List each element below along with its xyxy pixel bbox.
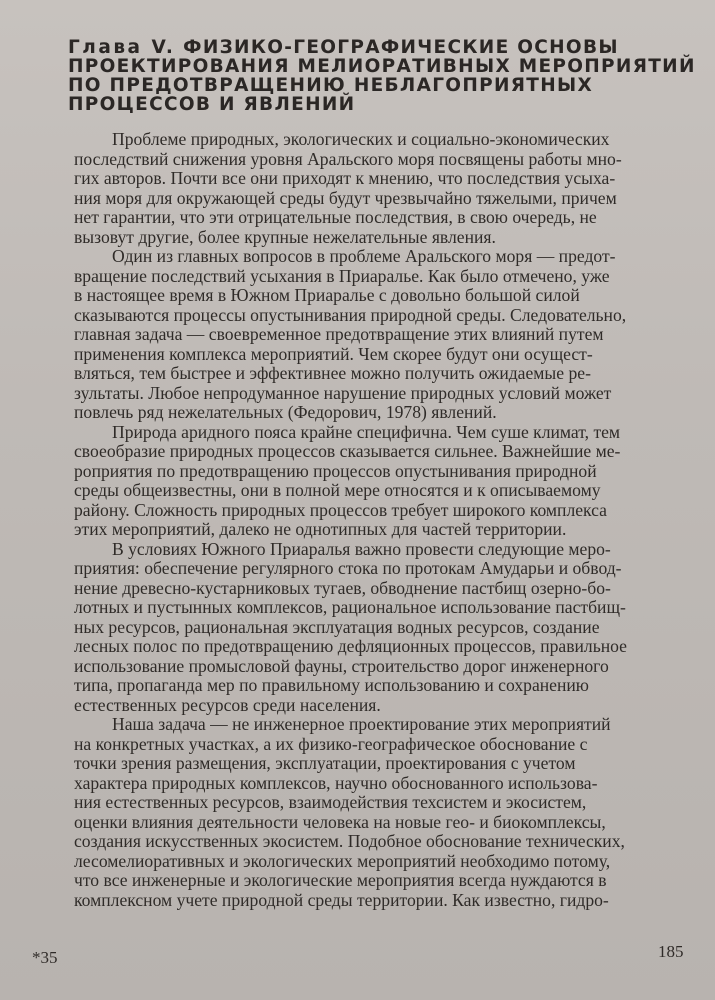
- text-line: своеобразие природных процессов сказывается сильнее. Важнейшие ме-: [74, 441, 621, 461]
- paragraph: [74, 247, 698, 423]
- text-line: среды общеизвестны, они в полной мере относятся и к описываемому: [74, 480, 601, 500]
- chapter-heading: [68, 37, 696, 115]
- paragraph: [74, 423, 698, 540]
- text-line: на конкретных участках, а их физико-географическое обоснование с: [74, 733, 588, 754]
- text-line: нет гарантии, что эти отрицательные последствия, в свою очередь, не: [74, 207, 597, 227]
- text-line: лесных полос по предотвращению дефляционных процессов, правильное: [74, 636, 627, 656]
- text-line: последствий снижения уровня Аральского моря посвящены работы мно-: [74, 148, 622, 169]
- text-line: ния естественных ресурсов, взаимодействия техсистем и экосистем,: [74, 792, 587, 812]
- text-line: вызовут другие, более крупные нежелательные явления.: [74, 226, 496, 247]
- text-line: лесомелиоративных и экологических мероприятий необходимо потому,: [74, 850, 611, 871]
- chapter-title-line-3: ПО ПРЕДОТВРАЩЕНИЮ НЕБЛАГОПРИЯТНЫХ: [68, 75, 594, 96]
- paragraph: [74, 715, 698, 910]
- text-line: вляться, тем быстрее и эффективнее можно получить ожидаемые ре-: [74, 363, 591, 383]
- text-line: нение древесно-кустарниковых тугаев, обводнение пастбищ озерно-бо-: [74, 577, 611, 598]
- text-line: зультаты. Любое непродуманное нарушение природных условий может: [74, 382, 612, 403]
- text-line: этих мероприятий, далеко не однотипных для частей территории.: [74, 519, 567, 539]
- body-text: [74, 130, 698, 910]
- text-line: типа, пропаганда мер по правильному использованию и сохранению: [74, 675, 589, 695]
- paragraph: [74, 540, 698, 716]
- text-line: использование промысловой фауны, строительство дорог инженерного: [74, 655, 609, 676]
- text-line: естественных ресурсов среди населения.: [74, 694, 381, 715]
- text-line: главная задача — своевременное предотвращение этих влияний путем: [74, 324, 604, 344]
- text-line: сказываются процессы опустынивания природной среды. Следовательно,: [74, 304, 627, 325]
- text-line: комплексном учете природной среды территории. Как известно, гидро-: [74, 889, 609, 910]
- text-line: В условиях Южного Приаралья важно провести следующие меро-: [112, 538, 611, 559]
- text-line: повлечь ряд нежелательных (Федорович, 1978) явлений.: [74, 402, 497, 422]
- printer-signature: *35: [32, 948, 58, 967]
- text-line: в настоящее время в Южном Приаралье с довольно большой силой: [74, 285, 580, 305]
- text-line: Наша задача — не инженерное проектирование этих мероприятий: [112, 714, 611, 734]
- text-line: роприятия по предотвращению процессов опустынивания природной: [74, 460, 597, 481]
- text-line: Природа аридного пояса крайне специфична. Чем суше климат, тем: [112, 421, 621, 442]
- text-line: вращение последствий усыхания в Приаралье. Как было отмечено, уже: [74, 265, 610, 286]
- chapter-number: Глава V.: [68, 37, 176, 58]
- text-line: Проблеме природных, экологических и социально-экономических: [112, 129, 610, 149]
- text-line: лотных и пустынных комплексов, рациональное использование пастбищ-: [74, 597, 626, 617]
- text-line: оценки влияния деятельности человека на новые гео- и биокомплексы,: [74, 811, 606, 832]
- text-line: применения комплекса мероприятий. Чем скорее будут они осущест-: [74, 343, 593, 364]
- text-line: району. Сложность природных процессов требует широкого комплекса: [74, 499, 607, 520]
- text-line: создания искусственных экосистем. Подобное обоснование технических,: [74, 831, 625, 851]
- text-line: гих авторов. Почти все они приходят к мнению, что последствия усыха-: [74, 168, 616, 188]
- text-line: ных ресурсов, рациональная эксплуатация водных ресурсов, создание: [74, 616, 600, 637]
- text-line: точки зрения размещения, эксплуатации, проектирования с учетом: [74, 753, 576, 773]
- text-line: ния моря для окружающей среды будут чрезвычайно тяжелыми, причем: [74, 187, 617, 208]
- chapter-title-line-1: ФИЗИКО-ГЕОГРАФИЧЕСКИЕ ОСНОВЫ: [183, 37, 619, 58]
- chapter-title-line-2: ПРОЕКТИРОВАНИЯ МЕЛИОРАТИВНЫХ МЕРОПРИЯТИЙ: [68, 56, 696, 77]
- text-line: характера природных комплексов, научно обоснованного использова-: [74, 772, 598, 793]
- text-line: что все инженерные и экологические мероприятия всегда нуждаются в: [74, 870, 607, 890]
- chapter-title-line-4: ПРОЦЕССОВ И ЯВЛЕНИЙ: [68, 94, 356, 115]
- page-number: 185: [658, 942, 684, 961]
- text-line: приятия: обеспечение регулярного стока по протокам Амударьи и обвод-: [74, 558, 622, 578]
- text-line: Один из главных вопросов в проблеме Аральского моря — предот-: [112, 246, 616, 266]
- paragraph: [74, 130, 698, 247]
